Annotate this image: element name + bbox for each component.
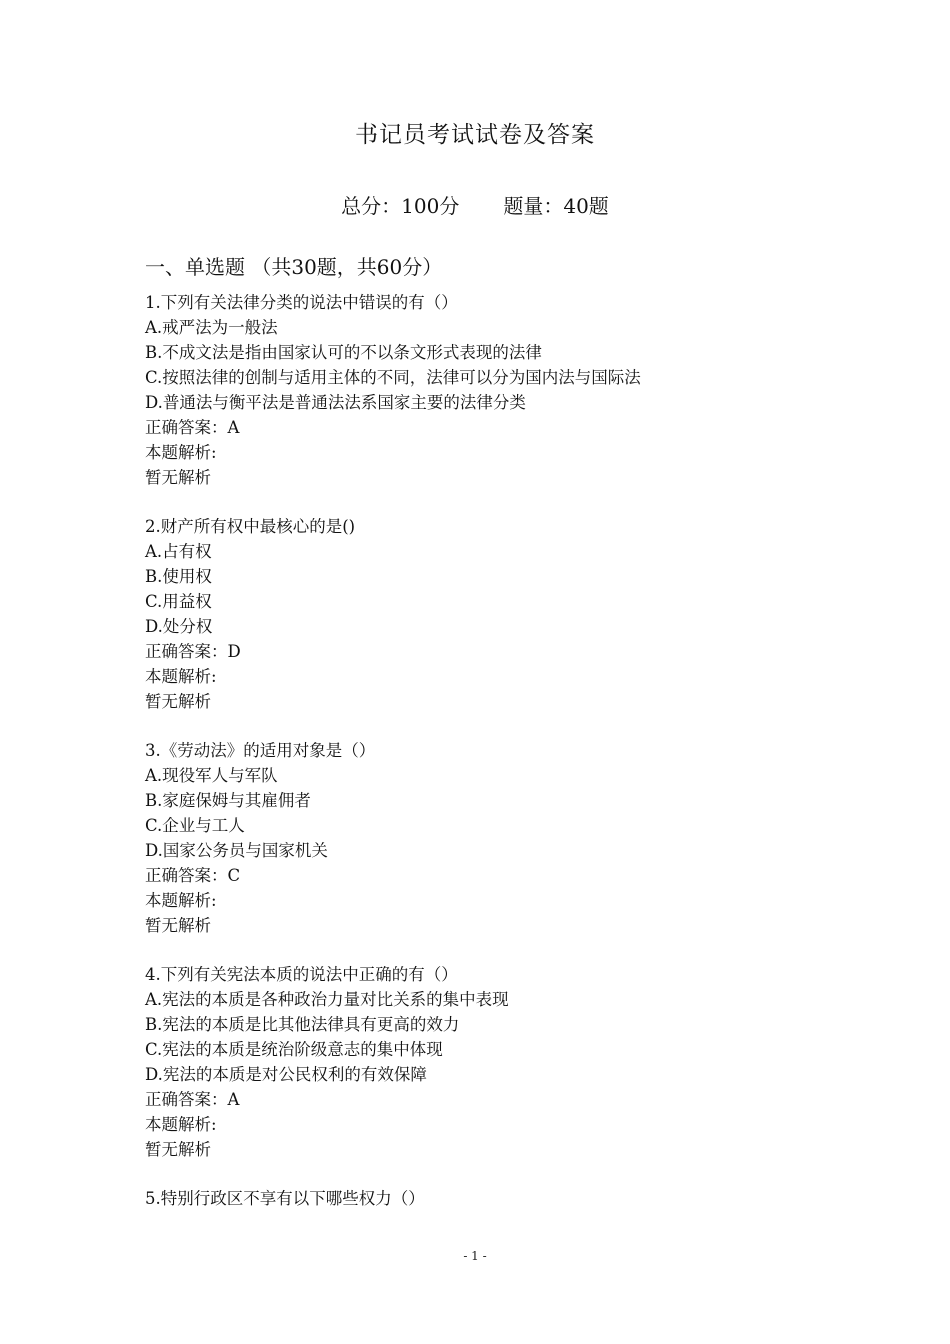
question-item — [145, 290, 845, 490]
option-d: D.普通法与衡平法是普通法法系国家主要的法律分类 — [145, 393, 526, 412]
option-c: C.用益权 — [145, 592, 212, 611]
analysis-label: 本题解析: — [145, 891, 217, 910]
question-item — [145, 738, 845, 938]
analysis-text: 暂无解析 — [145, 916, 211, 935]
question-stem: 4.下列有关宪法本质的说法中正确的有（） — [145, 965, 458, 984]
option-b: B.家庭保姆与其雇佣者 — [145, 791, 311, 810]
question-item — [145, 962, 845, 1162]
score-summary — [0, 190, 950, 219]
correct-answer: 正确答案：A — [145, 1090, 240, 1109]
option-a: A.占有权 — [145, 542, 212, 561]
question-list — [145, 290, 845, 1235]
analysis-text: 暂无解析 — [145, 692, 211, 711]
correct-answer: 正确答案：A — [145, 418, 240, 437]
page-title: 书记员考试试卷及答案 — [355, 122, 595, 148]
analysis-label: 本题解析: — [145, 443, 217, 462]
question-stem: 2.财产所有权中最核心的是() — [145, 517, 356, 536]
option-a: A.宪法的本质是各种政治力量对比关系的集中表现 — [145, 990, 509, 1009]
option-a: A.戒严法为一般法 — [145, 318, 278, 337]
option-b: B.不成文法是指由国家认可的不以条文形式表现的法律 — [145, 343, 542, 362]
option-c: C.宪法的本质是统治阶级意志的集中体现 — [145, 1040, 443, 1059]
analysis-text: 暂无解析 — [145, 468, 211, 487]
option-d: D.国家公务员与国家机关 — [145, 841, 328, 860]
analysis-label: 本题解析: — [145, 1115, 217, 1134]
total-score: 总分：100分 — [341, 194, 460, 218]
question-stem: 1.下列有关法律分类的说法中错误的有（） — [145, 293, 458, 312]
option-b: B.宪法的本质是比其他法律具有更高的效力 — [145, 1015, 460, 1034]
question-stem: 5.特别行政区不享有以下哪些权力（） — [145, 1189, 425, 1208]
analysis-text: 暂无解析 — [145, 1140, 211, 1159]
analysis-label: 本题解析: — [145, 667, 217, 686]
option-a: A.现役军人与军队 — [145, 766, 278, 785]
correct-answer: 正确答案：D — [145, 642, 241, 661]
correct-answer: 正确答案：C — [145, 866, 241, 885]
question-stem: 3.《劳动法》的适用对象是（） — [145, 741, 376, 760]
page-number: - 1 - — [463, 1249, 487, 1263]
option-d: D.处分权 — [145, 617, 213, 636]
option-c: C.企业与工人 — [145, 816, 245, 835]
question-item-partial — [145, 1186, 845, 1211]
question-count: 题量：40题 — [503, 194, 609, 218]
section-heading: 一、单选题 （共30题，共60分） — [145, 255, 443, 279]
option-b: B.使用权 — [145, 567, 212, 586]
option-d: D.宪法的本质是对公民权利的有效保障 — [145, 1065, 427, 1084]
question-item — [145, 514, 845, 714]
option-c: C.按照法律的创制与适用主体的不同，法律可以分为国内法与国际法 — [145, 368, 641, 387]
